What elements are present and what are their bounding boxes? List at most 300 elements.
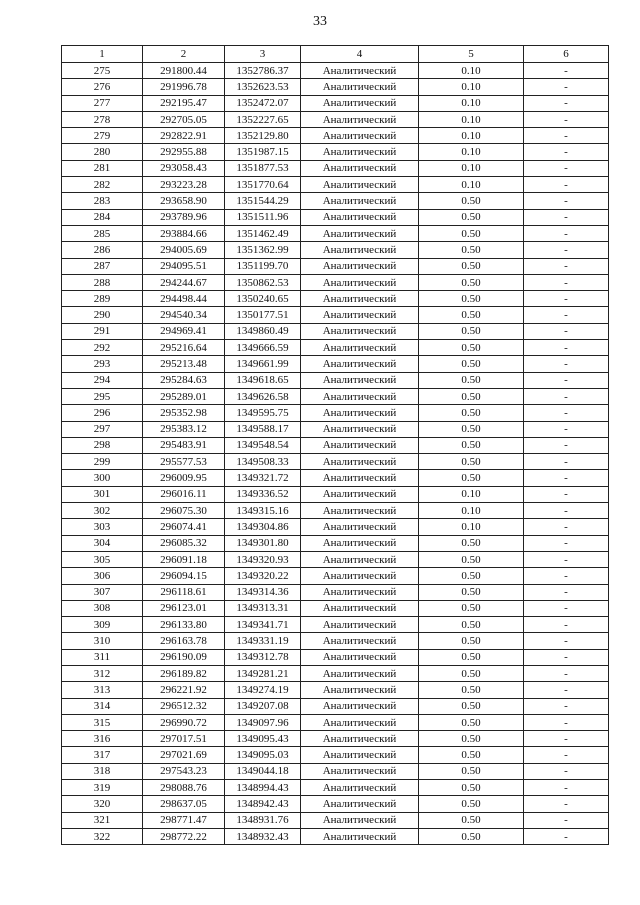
table-row	[62, 437, 609, 453]
note-cell: -	[524, 242, 609, 258]
x-coordinate-cell: 296123.01	[143, 600, 225, 616]
x-coordinate-cell: 291996.78	[143, 79, 225, 95]
column-header-2: 2	[143, 46, 225, 63]
y-coordinate-cell: 1349313.31	[225, 600, 301, 616]
x-coordinate-cell: 296016.11	[143, 486, 225, 502]
column-header-1: 1	[62, 46, 143, 63]
table-row	[62, 160, 609, 176]
method-cell: Аналитический	[301, 193, 419, 209]
x-coordinate-cell: 297543.23	[143, 763, 225, 779]
y-coordinate-cell: 1349626.58	[225, 388, 301, 404]
note-cell: -	[524, 519, 609, 535]
note-cell: -	[524, 780, 609, 796]
method-cell: Аналитический	[301, 421, 419, 437]
table-row	[62, 454, 609, 470]
table-row	[62, 519, 609, 535]
x-coordinate-cell: 297017.51	[143, 731, 225, 747]
accuracy-cell: 0.50	[419, 698, 524, 714]
accuracy-cell: 0.50	[419, 617, 524, 633]
method-cell: Аналитический	[301, 780, 419, 796]
note-cell: -	[524, 747, 609, 763]
column-header-4: 4	[301, 46, 419, 63]
x-coordinate-cell: 296074.41	[143, 519, 225, 535]
accuracy-cell: 0.50	[419, 340, 524, 356]
accuracy-cell: 0.50	[419, 225, 524, 241]
point-number-cell: 284	[62, 209, 143, 225]
point-number-cell: 315	[62, 714, 143, 730]
point-number-cell: 316	[62, 731, 143, 747]
x-coordinate-cell: 298088.76	[143, 780, 225, 796]
x-coordinate-cell: 295483.91	[143, 437, 225, 453]
y-coordinate-cell: 1349095.03	[225, 747, 301, 763]
y-coordinate-cell: 1349274.19	[225, 682, 301, 698]
accuracy-cell: 0.50	[419, 405, 524, 421]
table-row	[62, 274, 609, 290]
table-header-row	[62, 46, 609, 63]
y-coordinate-cell: 1349315.16	[225, 503, 301, 519]
point-number-cell: 280	[62, 144, 143, 160]
point-number-cell: 289	[62, 291, 143, 307]
table-row	[62, 698, 609, 714]
y-coordinate-cell: 1348932.43	[225, 828, 301, 844]
note-cell: -	[524, 209, 609, 225]
y-coordinate-cell: 1349336.52	[225, 486, 301, 502]
table-row	[62, 340, 609, 356]
x-coordinate-cell: 293789.96	[143, 209, 225, 225]
note-cell: -	[524, 584, 609, 600]
y-coordinate-cell: 1352227.65	[225, 111, 301, 127]
method-cell: Аналитический	[301, 144, 419, 160]
method-cell: Аналитический	[301, 323, 419, 339]
point-number-cell: 279	[62, 128, 143, 144]
note-cell: -	[524, 307, 609, 323]
table-row	[62, 177, 609, 193]
accuracy-cell: 0.10	[419, 177, 524, 193]
note-cell: -	[524, 568, 609, 584]
accuracy-cell: 0.50	[419, 600, 524, 616]
accuracy-cell: 0.50	[419, 274, 524, 290]
note-cell: -	[524, 535, 609, 551]
table-row	[62, 584, 609, 600]
x-coordinate-cell: 296221.92	[143, 682, 225, 698]
point-number-cell: 287	[62, 258, 143, 274]
note-cell: -	[524, 600, 609, 616]
table-row	[62, 291, 609, 307]
point-number-cell: 296	[62, 405, 143, 421]
y-coordinate-cell: 1349304.86	[225, 519, 301, 535]
accuracy-cell: 0.10	[419, 486, 524, 502]
note-cell: -	[524, 79, 609, 95]
accuracy-cell: 0.50	[419, 421, 524, 437]
table-row	[62, 95, 609, 111]
x-coordinate-cell: 294969.41	[143, 323, 225, 339]
x-coordinate-cell: 295289.01	[143, 388, 225, 404]
point-number-cell: 300	[62, 470, 143, 486]
table-row	[62, 372, 609, 388]
x-coordinate-cell: 296075.30	[143, 503, 225, 519]
point-number-cell: 298	[62, 437, 143, 453]
method-cell: Аналитический	[301, 617, 419, 633]
point-number-cell: 321	[62, 812, 143, 828]
method-cell: Аналитический	[301, 340, 419, 356]
x-coordinate-cell: 295352.98	[143, 405, 225, 421]
note-cell: -	[524, 160, 609, 176]
accuracy-cell: 0.50	[419, 568, 524, 584]
y-coordinate-cell: 1349301.80	[225, 535, 301, 551]
point-number-cell: 275	[62, 63, 143, 79]
x-coordinate-cell: 296512.32	[143, 698, 225, 714]
accuracy-cell: 0.10	[419, 79, 524, 95]
point-number-cell: 320	[62, 796, 143, 812]
y-coordinate-cell: 1351199.70	[225, 258, 301, 274]
y-coordinate-cell: 1349618.65	[225, 372, 301, 388]
note-cell: -	[524, 193, 609, 209]
table-row	[62, 568, 609, 584]
method-cell: Аналитический	[301, 584, 419, 600]
point-number-cell: 319	[62, 780, 143, 796]
note-cell: -	[524, 405, 609, 421]
method-cell: Аналитический	[301, 454, 419, 470]
y-coordinate-cell: 1349095.43	[225, 731, 301, 747]
y-coordinate-cell: 1351987.15	[225, 144, 301, 160]
y-coordinate-cell: 1350177.51	[225, 307, 301, 323]
x-coordinate-cell: 292822.91	[143, 128, 225, 144]
y-coordinate-cell: 1349661.99	[225, 356, 301, 372]
point-number-cell: 304	[62, 535, 143, 551]
table-row	[62, 405, 609, 421]
accuracy-cell: 0.10	[419, 128, 524, 144]
accuracy-cell: 0.50	[419, 796, 524, 812]
method-cell: Аналитический	[301, 160, 419, 176]
method-cell: Аналитический	[301, 63, 419, 79]
table-row	[62, 79, 609, 95]
point-number-cell: 301	[62, 486, 143, 502]
method-cell: Аналитический	[301, 682, 419, 698]
x-coordinate-cell: 293223.28	[143, 177, 225, 193]
method-cell: Аналитический	[301, 828, 419, 844]
x-coordinate-cell: 296133.80	[143, 617, 225, 633]
point-number-cell: 290	[62, 307, 143, 323]
accuracy-cell: 0.50	[419, 812, 524, 828]
note-cell: -	[524, 291, 609, 307]
x-coordinate-cell: 298772.22	[143, 828, 225, 844]
method-cell: Аналитический	[301, 111, 419, 127]
note-cell: -	[524, 633, 609, 649]
x-coordinate-cell: 296009.95	[143, 470, 225, 486]
note-cell: -	[524, 551, 609, 567]
point-number-cell: 306	[62, 568, 143, 584]
accuracy-cell: 0.10	[419, 519, 524, 535]
table-row	[62, 111, 609, 127]
point-number-cell: 282	[62, 177, 143, 193]
point-number-cell: 292	[62, 340, 143, 356]
table-row	[62, 600, 609, 616]
column-header-3: 3	[225, 46, 301, 63]
x-coordinate-cell: 295216.64	[143, 340, 225, 356]
x-coordinate-cell: 296990.72	[143, 714, 225, 730]
accuracy-cell: 0.50	[419, 763, 524, 779]
note-cell: -	[524, 437, 609, 453]
y-coordinate-cell: 1350240.65	[225, 291, 301, 307]
x-coordinate-cell: 296118.61	[143, 584, 225, 600]
accuracy-cell: 0.50	[419, 535, 524, 551]
y-coordinate-cell: 1349097.96	[225, 714, 301, 730]
table-row	[62, 714, 609, 730]
note-cell: -	[524, 177, 609, 193]
y-coordinate-cell: 1352786.37	[225, 63, 301, 79]
point-number-cell: 302	[62, 503, 143, 519]
table-row	[62, 144, 609, 160]
accuracy-cell: 0.10	[419, 95, 524, 111]
table-row	[62, 731, 609, 747]
accuracy-cell: 0.10	[419, 160, 524, 176]
accuracy-cell: 0.50	[419, 388, 524, 404]
note-cell: -	[524, 258, 609, 274]
point-number-cell: 303	[62, 519, 143, 535]
y-coordinate-cell: 1352129.80	[225, 128, 301, 144]
method-cell: Аналитический	[301, 372, 419, 388]
table-row	[62, 388, 609, 404]
y-coordinate-cell: 1349508.33	[225, 454, 301, 470]
y-coordinate-cell: 1352623.53	[225, 79, 301, 95]
y-coordinate-cell: 1350862.53	[225, 274, 301, 290]
accuracy-cell: 0.50	[419, 307, 524, 323]
note-cell: -	[524, 486, 609, 502]
point-number-cell: 285	[62, 225, 143, 241]
method-cell: Аналитический	[301, 763, 419, 779]
accuracy-cell: 0.50	[419, 258, 524, 274]
x-coordinate-cell: 294005.69	[143, 242, 225, 258]
y-coordinate-cell: 1349320.93	[225, 551, 301, 567]
table-row	[62, 128, 609, 144]
accuracy-cell: 0.10	[419, 144, 524, 160]
accuracy-cell: 0.50	[419, 731, 524, 747]
point-number-cell: 311	[62, 649, 143, 665]
accuracy-cell: 0.50	[419, 470, 524, 486]
x-coordinate-cell: 297021.69	[143, 747, 225, 763]
method-cell: Аналитический	[301, 405, 419, 421]
y-coordinate-cell: 1351362.99	[225, 242, 301, 258]
y-coordinate-cell: 1349666.59	[225, 340, 301, 356]
table-row	[62, 665, 609, 681]
method-cell: Аналитический	[301, 242, 419, 258]
y-coordinate-cell: 1349321.72	[225, 470, 301, 486]
table-row	[62, 812, 609, 828]
note-cell: -	[524, 763, 609, 779]
accuracy-cell: 0.10	[419, 63, 524, 79]
x-coordinate-cell: 292705.05	[143, 111, 225, 127]
x-coordinate-cell: 293058.43	[143, 160, 225, 176]
point-number-cell: 283	[62, 193, 143, 209]
method-cell: Аналитический	[301, 177, 419, 193]
accuracy-cell: 0.50	[419, 747, 524, 763]
point-number-cell: 297	[62, 421, 143, 437]
x-coordinate-cell: 294540.34	[143, 307, 225, 323]
method-cell: Аналитический	[301, 95, 419, 111]
note-cell: -	[524, 682, 609, 698]
note-cell: -	[524, 714, 609, 730]
method-cell: Аналитический	[301, 291, 419, 307]
accuracy-cell: 0.10	[419, 111, 524, 127]
method-cell: Аналитический	[301, 258, 419, 274]
y-coordinate-cell: 1349595.75	[225, 405, 301, 421]
note-cell: -	[524, 388, 609, 404]
table-row	[62, 682, 609, 698]
method-cell: Аналитический	[301, 747, 419, 763]
table-row	[62, 796, 609, 812]
point-number-cell: 305	[62, 551, 143, 567]
y-coordinate-cell: 1352472.07	[225, 95, 301, 111]
point-number-cell: 299	[62, 454, 143, 470]
y-coordinate-cell: 1349281.21	[225, 665, 301, 681]
table-row	[62, 780, 609, 796]
method-cell: Аналитический	[301, 79, 419, 95]
note-cell: -	[524, 470, 609, 486]
y-coordinate-cell: 1349588.17	[225, 421, 301, 437]
accuracy-cell: 0.10	[419, 503, 524, 519]
x-coordinate-cell: 292955.88	[143, 144, 225, 160]
accuracy-cell: 0.50	[419, 665, 524, 681]
coordinates-table	[61, 45, 609, 845]
accuracy-cell: 0.50	[419, 454, 524, 470]
method-cell: Аналитический	[301, 470, 419, 486]
x-coordinate-cell: 296085.32	[143, 535, 225, 551]
table-row	[62, 209, 609, 225]
point-number-cell: 276	[62, 79, 143, 95]
point-number-cell: 277	[62, 95, 143, 111]
x-coordinate-cell: 298637.05	[143, 796, 225, 812]
note-cell: -	[524, 698, 609, 714]
method-cell: Аналитический	[301, 225, 419, 241]
x-coordinate-cell: 296163.78	[143, 633, 225, 649]
x-coordinate-cell: 293658.90	[143, 193, 225, 209]
y-coordinate-cell: 1349044.18	[225, 763, 301, 779]
method-cell: Аналитический	[301, 128, 419, 144]
x-coordinate-cell: 296189.82	[143, 665, 225, 681]
method-cell: Аналитический	[301, 551, 419, 567]
method-cell: Аналитический	[301, 665, 419, 681]
method-cell: Аналитический	[301, 714, 419, 730]
note-cell: -	[524, 63, 609, 79]
x-coordinate-cell: 294095.51	[143, 258, 225, 274]
accuracy-cell: 0.50	[419, 714, 524, 730]
point-number-cell: 295	[62, 388, 143, 404]
accuracy-cell: 0.50	[419, 372, 524, 388]
table-row	[62, 649, 609, 665]
note-cell: -	[524, 828, 609, 844]
method-cell: Аналитический	[301, 731, 419, 747]
x-coordinate-cell: 295213.48	[143, 356, 225, 372]
table-row	[62, 225, 609, 241]
accuracy-cell: 0.50	[419, 649, 524, 665]
x-coordinate-cell: 295577.53	[143, 454, 225, 470]
method-cell: Аналитический	[301, 519, 419, 535]
point-number-cell: 313	[62, 682, 143, 698]
x-coordinate-cell: 292195.47	[143, 95, 225, 111]
note-cell: -	[524, 649, 609, 665]
point-number-cell: 281	[62, 160, 143, 176]
point-number-cell: 291	[62, 323, 143, 339]
accuracy-cell: 0.50	[419, 209, 524, 225]
x-coordinate-cell: 296094.15	[143, 568, 225, 584]
y-coordinate-cell: 1351462.49	[225, 225, 301, 241]
accuracy-cell: 0.50	[419, 682, 524, 698]
method-cell: Аналитический	[301, 356, 419, 372]
table-row	[62, 633, 609, 649]
method-cell: Аналитический	[301, 503, 419, 519]
y-coordinate-cell: 1349207.08	[225, 698, 301, 714]
note-cell: -	[524, 503, 609, 519]
accuracy-cell: 0.50	[419, 437, 524, 453]
table-row	[62, 470, 609, 486]
table-row	[62, 551, 609, 567]
method-cell: Аналитический	[301, 796, 419, 812]
method-cell: Аналитический	[301, 307, 419, 323]
method-cell: Аналитический	[301, 486, 419, 502]
point-number-cell: 286	[62, 242, 143, 258]
point-number-cell: 314	[62, 698, 143, 714]
accuracy-cell: 0.50	[419, 242, 524, 258]
point-number-cell: 308	[62, 600, 143, 616]
method-cell: Аналитический	[301, 633, 419, 649]
x-coordinate-cell: 295383.12	[143, 421, 225, 437]
accuracy-cell: 0.50	[419, 193, 524, 209]
x-coordinate-cell: 293884.66	[143, 225, 225, 241]
y-coordinate-cell: 1348931.76	[225, 812, 301, 828]
point-number-cell: 317	[62, 747, 143, 763]
note-cell: -	[524, 665, 609, 681]
x-coordinate-cell: 294498.44	[143, 291, 225, 307]
accuracy-cell: 0.50	[419, 584, 524, 600]
y-coordinate-cell: 1349312.78	[225, 649, 301, 665]
column-header-6: 6	[524, 46, 609, 63]
point-number-cell: 307	[62, 584, 143, 600]
y-coordinate-cell: 1351770.64	[225, 177, 301, 193]
x-coordinate-cell: 298771.47	[143, 812, 225, 828]
y-coordinate-cell: 1351877.53	[225, 160, 301, 176]
note-cell: -	[524, 340, 609, 356]
point-number-cell: 293	[62, 356, 143, 372]
point-number-cell: 294	[62, 372, 143, 388]
note-cell: -	[524, 796, 609, 812]
method-cell: Аналитический	[301, 698, 419, 714]
accuracy-cell: 0.50	[419, 356, 524, 372]
point-number-cell: 309	[62, 617, 143, 633]
note-cell: -	[524, 421, 609, 437]
table-row	[62, 763, 609, 779]
y-coordinate-cell: 1348942.43	[225, 796, 301, 812]
note-cell: -	[524, 144, 609, 160]
table-row	[62, 307, 609, 323]
y-coordinate-cell: 1349320.22	[225, 568, 301, 584]
accuracy-cell: 0.50	[419, 633, 524, 649]
x-coordinate-cell: 296190.09	[143, 649, 225, 665]
method-cell: Аналитический	[301, 209, 419, 225]
note-cell: -	[524, 128, 609, 144]
table-body	[62, 63, 609, 845]
table-row	[62, 356, 609, 372]
point-number-cell: 278	[62, 111, 143, 127]
point-number-cell: 310	[62, 633, 143, 649]
table-row	[62, 535, 609, 551]
table-row	[62, 747, 609, 763]
method-cell: Аналитический	[301, 812, 419, 828]
point-number-cell: 312	[62, 665, 143, 681]
table-row	[62, 421, 609, 437]
method-cell: Аналитический	[301, 649, 419, 665]
table-row	[62, 258, 609, 274]
method-cell: Аналитический	[301, 535, 419, 551]
